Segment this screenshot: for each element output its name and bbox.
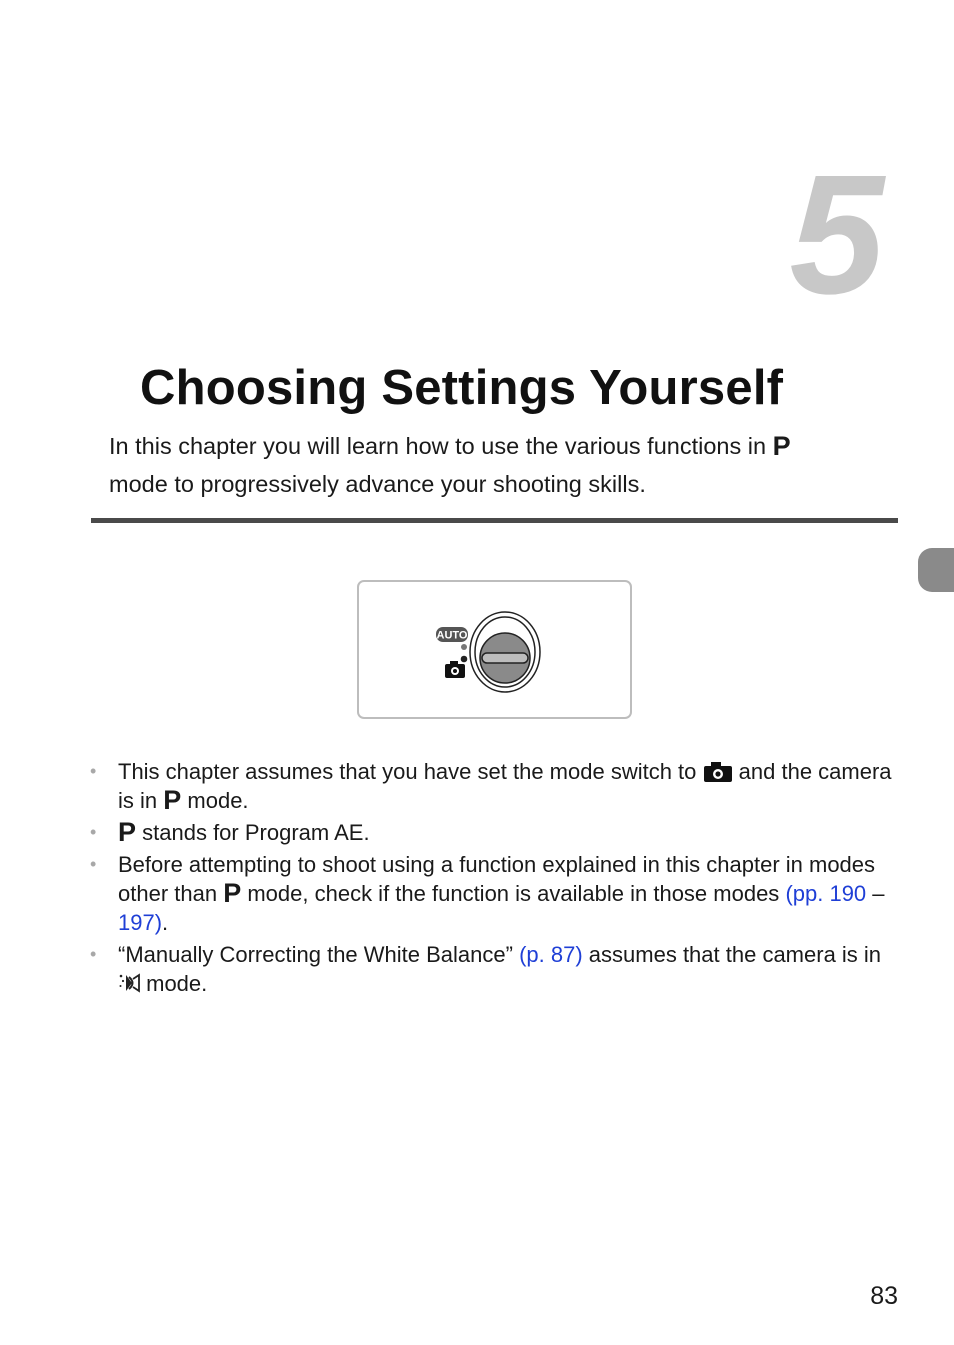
list-item: • Before attempting to shoot using a function explained in this chapter in modes other than P mode, check if the function is available in those modes (pp. 190 – 197).	[90, 852, 885, 935]
camera-icon	[703, 761, 733, 783]
list-item: • “Manually Correcting the White Balance” (p. 87) assumes that the camera is in mode.	[90, 942, 882, 996]
chapter-intro	[109, 427, 899, 503]
list-item: • This chapter assumes that you have set the mode switch to and the camera is in P mode.	[90, 759, 892, 815]
bullet-icon: •	[90, 761, 97, 781]
mode-switch-illustration	[357, 580, 632, 719]
auto-mode-badge	[436, 627, 468, 642]
program-mode-icon: P	[163, 785, 182, 815]
program-mode-icon: P	[223, 878, 242, 908]
switch-dot-lower-icon	[461, 656, 468, 663]
camera-icon	[445, 661, 465, 678]
auto-mode-label: AUTO	[436, 629, 468, 642]
switch-dot-upper-icon	[461, 644, 467, 650]
chapter-number: 5	[789, 140, 884, 330]
intro-text-1: In this chapter you will learn how to use the various functions in	[109, 433, 767, 459]
bullet-icon: •	[90, 944, 97, 964]
program-mode-icon: P	[772, 431, 791, 461]
program-mode-icon: P	[118, 817, 137, 847]
section-divider	[91, 518, 898, 523]
list-item: • P stands for Program AE.	[90, 817, 370, 847]
mode-dial-icon	[470, 612, 540, 692]
page-link-87[interactable]: (p. 87)	[519, 942, 583, 967]
bullet-icon: •	[90, 854, 97, 874]
underwater-icon	[118, 971, 140, 995]
page-link-190[interactable]: (pp. 190	[785, 881, 867, 906]
notes-list	[88, 757, 903, 1001]
chapter-title: Choosing Settings Yourself	[140, 361, 784, 415]
bullet-icon: •	[90, 822, 97, 842]
page-link-197[interactable]: 197)	[118, 910, 163, 935]
chapter-side-tab	[918, 548, 954, 592]
intro-text-2: mode to progressively advance your shooting skills.	[109, 471, 646, 497]
page-number: 83	[870, 1282, 898, 1310]
